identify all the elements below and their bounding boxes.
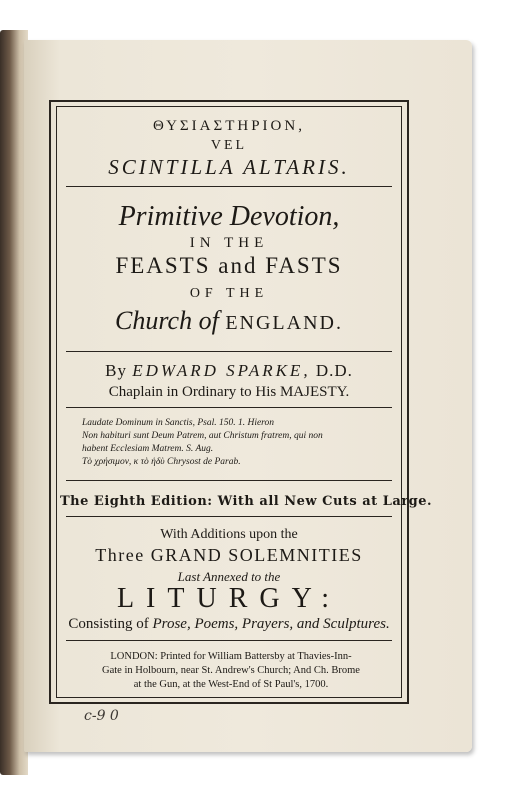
england-word: ENGLAND.	[225, 312, 343, 334]
three-grand-solemnities: Three GRAND SOLEMNITIES	[95, 545, 363, 565]
imprint-line-3: at the Gun, at the West-End of St Paul's, 1700.	[133, 679, 329, 690]
rule-2	[66, 351, 392, 352]
consisting-items: Prose, Poems, Prayers, and Sculptures.	[152, 616, 390, 632]
of-the-text: OF THE	[189, 286, 269, 301]
church-word: Church	[115, 306, 193, 335]
author-name: EDWARD SPARKE,	[132, 361, 311, 380]
scintilla-title: SCINTILLA ALTARIS.	[108, 155, 350, 179]
imprint-line-1: LONDON: Printed for William Battersby at Thavies-Inn-	[110, 651, 352, 662]
consisting-line	[60, 616, 398, 633]
edition-statement: The Eighth Edition: With all New Cuts at Large.	[60, 494, 433, 509]
latin-quote-2: Non habituri sunt Deum Patrem, aut Christum fratrem, qui non	[82, 431, 323, 441]
of-word: of	[198, 306, 219, 335]
liturgy-title: LITURGY:	[116, 583, 342, 614]
feasts-and-fasts: FEASTS and FASTS	[115, 253, 343, 278]
author-line	[60, 361, 398, 381]
by-prefix: By	[105, 361, 127, 380]
rule-3	[66, 407, 392, 408]
vel-word: VEL	[210, 138, 248, 153]
rule-6	[66, 640, 392, 641]
author-degree: D.D.	[315, 361, 353, 380]
primitive-devotion-title: Primitive Devotion,	[118, 201, 340, 232]
title-page-content	[60, 108, 433, 694]
consisting-prefix: Consisting of	[68, 616, 149, 632]
latin-quote-1: Laudate Dominum in Sanctis, Psal. 150. 1. Hieron	[82, 418, 275, 428]
annexed-line: Last Annexed to the	[177, 569, 281, 584]
rule-1	[66, 186, 392, 187]
greek-title: ΘΥΣΙΑΣΤΗΡΙΟΝ,	[153, 118, 305, 134]
greek-quote: Τὸ χρήσιμον, κ τὸ ἡδὺ Chrysost de Parab.	[82, 457, 241, 467]
latin-quote-3: habent Ecclesiam Matrem. S. Aug.	[82, 444, 214, 454]
rule-4	[66, 480, 392, 481]
rule-5	[66, 516, 392, 517]
imprint-line-2: Gate in Holbourn, near St. Andrew's Church; And Ch. Brome	[102, 665, 360, 676]
additions-line: With Additions upon the	[160, 527, 298, 542]
in-the-text: IN THE	[189, 235, 269, 251]
chaplain-line: Chaplain in Ordinary to His MAJESTY.	[108, 384, 350, 400]
church-of-england	[60, 306, 398, 336]
handwritten-pencil-note: c-9 0	[84, 708, 119, 724]
